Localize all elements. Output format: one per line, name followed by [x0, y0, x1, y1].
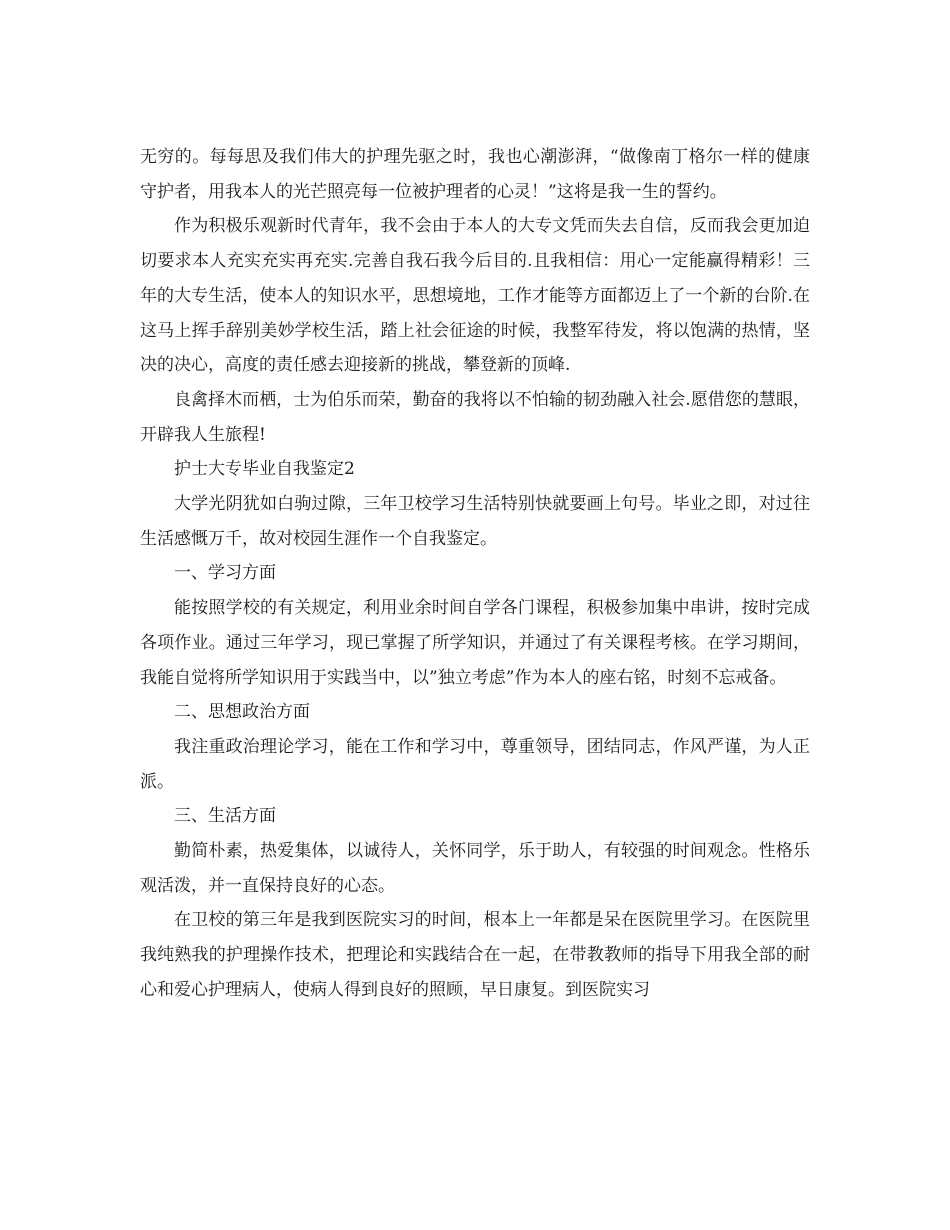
paragraph-politics: 我注重政治理论学习，能在工作和学习中，尊重领导，团结同志，作风严谨，为人正派。: [140, 736, 810, 792]
paragraph-internship: 在卫校的第三年是我到医院实习的时间，根本上一年都是呆在医院里学习。在医院里我纯熟我的护理操作技术，把理论和实践结合在一起，在带教教师的指导下用我全部的耐心和爱心护理病人，使病人得到良好的照顾，早日康复。到医院实习: [140, 910, 810, 1000]
paragraph-study: 能按照学校的有关规定，利用业余时间自学各门课程，积极参加集中串讲，按时完成各项作业。通过三年学习，现已掌握了所学知识，并通过了有关课程考核。在学习期间，我能自觉将所学知识用于实践当中，以”独立考虑”作为本人的座右铭，时刻不忘戒备。: [140, 598, 810, 688]
section-title-appraisal-2: 护士大专毕业自我鉴定2: [174, 459, 355, 480]
paragraph-youth: 作为积极乐观新时代青年，我不会由于本人的大专文凭而失去自信，反而我会更加迫切要求本人充实充实再充实.完善自我石我今后目的.且我相信：用心一定能赢得精彩！三年的大专生活，使本人的知识水平，思想境地，工作才能等方面都迈上了一个新的台阶.在这马上挥手辞别美妙学校生活，踏上社会征途的时候，我整军待发，将以饱满的热情，坚决的决心，高度的责任感去迎接新的挑战，攀登新的顶峰.: [140, 216, 810, 376]
paragraph-closing: 良禽择木而栖，士为伯乐而荣，勤奋的我将以不怕输的韧劲融入社会.愿借您的慧眼，开辟我人生旅程!: [140, 389, 810, 445]
heading-life: 三、生活方面: [174, 806, 276, 827]
heading-politics: 二、思想政治方面: [174, 702, 310, 723]
document-body: [140, 140, 810, 1008]
paragraph-continued: 无穷的。每每思及我们伟大的护理先驱之时，我也心潮澎湃，“做像南丁格尔一样的健康守护者，用我本人的光芒照亮每一位被护理者的心灵！”这将是我一生的誓约。: [140, 147, 810, 202]
paragraph-intro: 大学光阴犹如白驹过隙，三年卫校学习生活特别快就要画上句号。毕业之即，对过往生活感慨万千，故对校园生涯作一个自我鉴定。: [140, 494, 810, 549]
paragraph-life: 勤简朴素，热爱集体，以诚待人，关怀同学，乐于助人，有较强的时间观念。性格乐观活泼，并一直保持良好的心态。: [140, 841, 810, 896]
heading-study: 一、学习方面: [174, 563, 276, 584]
